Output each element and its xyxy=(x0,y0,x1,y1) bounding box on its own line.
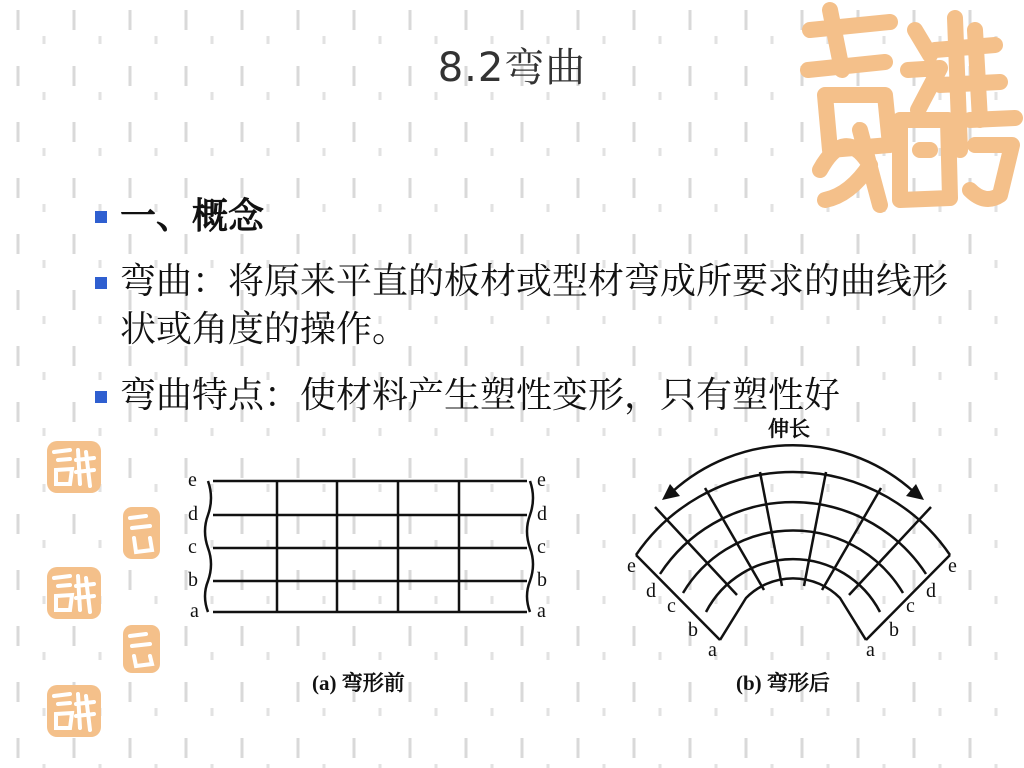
stretch-arrow xyxy=(672,445,914,492)
label-b-right: b xyxy=(537,569,547,591)
bullet-marker-3 xyxy=(95,391,107,403)
label-a-left: a xyxy=(190,600,199,622)
bullet-marker-1 xyxy=(95,211,107,223)
auspicious-seal-small-2 xyxy=(122,506,160,560)
label-b-left: b xyxy=(188,569,198,591)
bullet-characteristics: 弯曲特点：使材料产生塑性变形，只有塑性好 xyxy=(120,375,841,416)
bent-line-a xyxy=(720,578,866,640)
bent-line-c xyxy=(683,530,903,593)
plate-left-edge xyxy=(205,481,211,612)
bullet-definition: 弯曲：将原来平直的板材或型材弯成所要求的曲线形状或角度的操作。 xyxy=(120,261,949,350)
label-e-bent-left: e xyxy=(627,555,636,577)
label-d-right: d xyxy=(537,503,547,525)
slide-title: 8.2弯曲 xyxy=(437,45,587,91)
caption-before-bending: (a) 弯形前 xyxy=(312,671,405,695)
auspicious-seal-large xyxy=(790,0,1024,215)
auspicious-seal-small-1 xyxy=(46,440,102,494)
bending-diagram xyxy=(178,410,978,700)
label-d-bent-right: d xyxy=(926,580,936,602)
label-c-bent-right: c xyxy=(906,595,915,617)
label-e-left: e xyxy=(188,469,197,491)
auspicious-seal-small-5 xyxy=(46,684,102,738)
bent-line-d xyxy=(660,502,926,574)
plate-right-edge xyxy=(527,481,533,612)
label-d-left: d xyxy=(188,503,198,525)
label-a-bent-left: a xyxy=(708,639,717,661)
auspicious-seal-small-3 xyxy=(46,566,102,620)
label-b-bent-right: b xyxy=(889,619,899,641)
label-c-bent-left: c xyxy=(667,595,676,617)
label-e-bent-right: e xyxy=(948,555,957,577)
bullet-heading-concept: 一、概念 xyxy=(120,195,265,237)
bent-line-e xyxy=(636,472,950,555)
label-c-left: c xyxy=(188,536,197,558)
label-a-right: a xyxy=(537,600,546,622)
label-b-bent-left: b xyxy=(688,619,698,641)
bullet-marker-2 xyxy=(95,277,107,289)
label-c-right: c xyxy=(537,536,546,558)
bent-line-b xyxy=(706,559,880,612)
label-d-bent-left: d xyxy=(646,580,656,602)
caption-after-bending: (b) 弯形后 xyxy=(736,671,830,695)
label-e-right: e xyxy=(537,469,546,491)
label-a-bent-right: a xyxy=(866,639,875,661)
auspicious-seal-small-4 xyxy=(122,624,160,674)
stretch-label: 伸长 xyxy=(768,417,810,441)
